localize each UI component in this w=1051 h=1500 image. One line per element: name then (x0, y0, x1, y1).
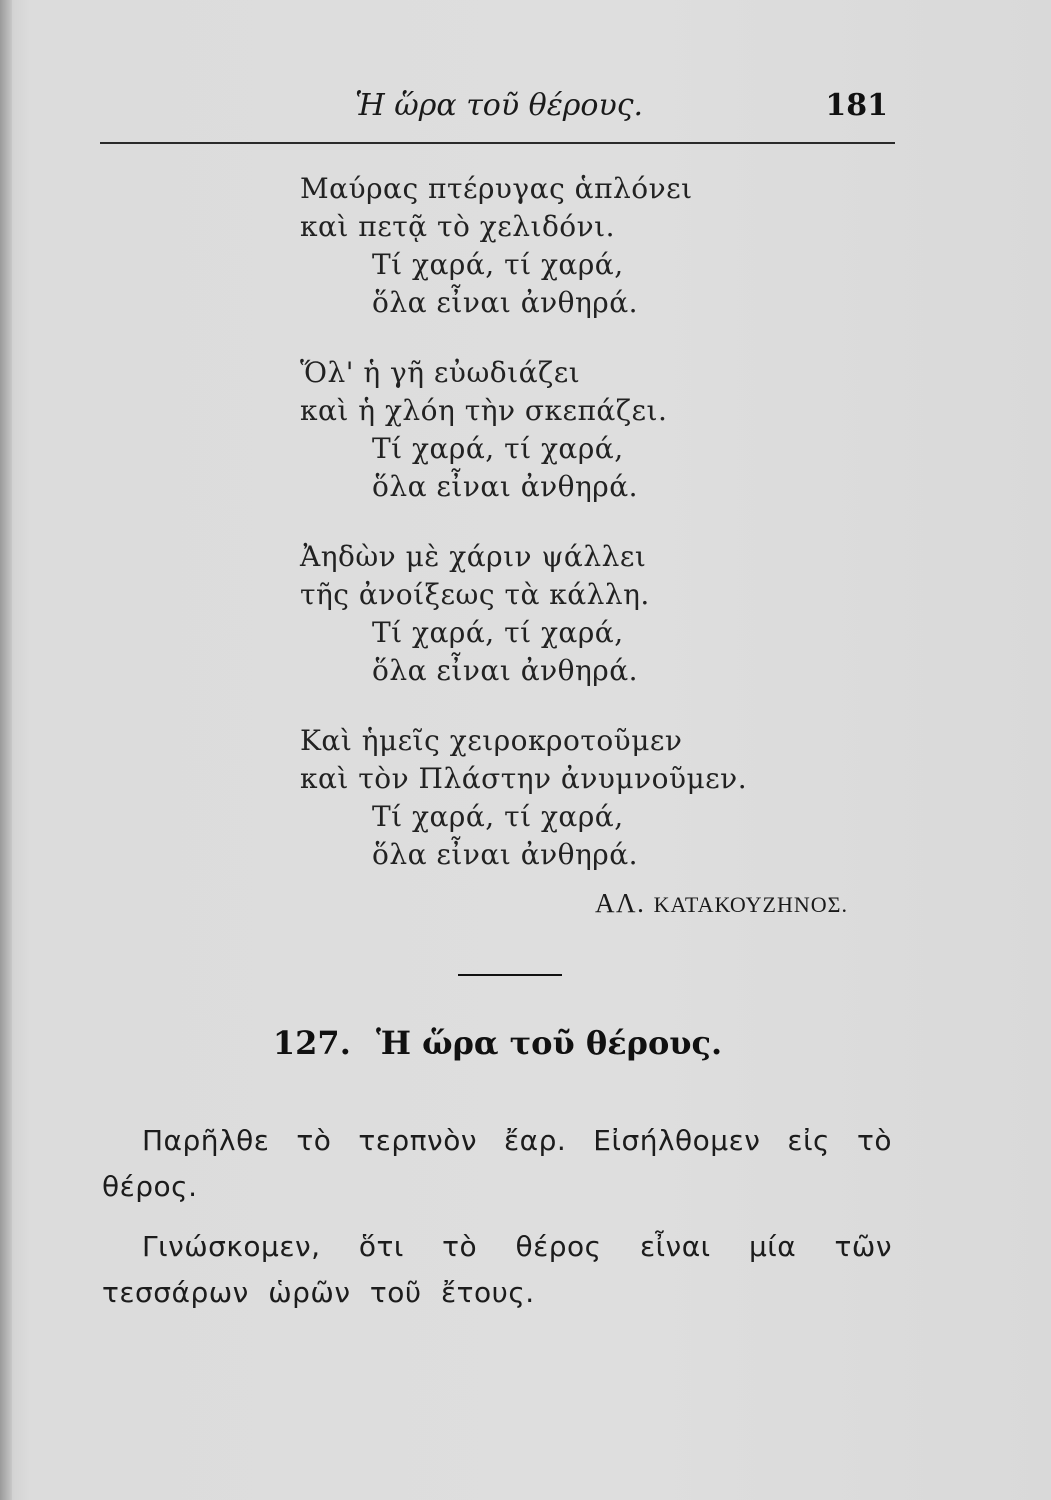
poem-line: Ὅλ' ἡ γῆ εὐωδιάζει (300, 356, 581, 389)
refrain-line: ὅλα εἶναι ἀνθηρά. (372, 654, 639, 687)
stanza-2 (300, 354, 920, 506)
refrain-line: Τί χαρά, τί χαρά, (372, 616, 624, 649)
poem-line: καὶ ἡ χλόη τὴν σκεπάζει. (300, 394, 668, 427)
poem-author (595, 888, 848, 919)
author-name: ΚΑΤΑΚΟΥΖΗΝΟΣ. (653, 892, 848, 917)
refrain-line: Τί χαρά, τί χαρά, (372, 248, 624, 281)
refrain-line: Τί χαρά, τί χαρά, (372, 800, 624, 833)
binding-edge (0, 0, 12, 1500)
refrain-line: ὅλα εἶναι ἀνθηρά. (372, 470, 639, 503)
section-divider (458, 974, 562, 976)
section-heading (100, 1024, 895, 1062)
refrain-line: ὅλα εἶναι ἀνθηρά. (372, 838, 639, 871)
stanza-1 (300, 170, 920, 322)
poem-line: καὶ πετᾷ τὸ χελιδόνι. (300, 210, 616, 243)
poem (300, 170, 920, 906)
paragraph: Γινώσκομεν, ὅτι τὸ θέρος εἶναι μία τῶν τεσσάρων ὡρῶν τοῦ ἔτους. (102, 1230, 892, 1309)
paragraph: Παρῆλθε τὸ τερπνὸν ἔαρ. Εἰσήλθομεν εἰς τὸ θέρος. (102, 1124, 892, 1203)
running-title: Ἡ ὥρα τοῦ θέρους. (355, 88, 644, 123)
section-number: 127. (272, 1024, 351, 1062)
refrain-line: ὅλα εἶναι ἀνθηρά. (372, 286, 639, 319)
section-title: Ἡ ὥρα τοῦ θέρους. (375, 1024, 723, 1062)
header-rule (100, 142, 895, 144)
prose-body (102, 1118, 892, 1330)
poem-line: Μαύρας πτέρυγας ἁπλόνει (300, 172, 693, 205)
stanza-4 (300, 722, 920, 874)
page-number: 181 (825, 88, 888, 123)
refrain-line: Τί χαρά, τί χαρά, (372, 432, 624, 465)
poem-line: Ἀηδὼν μὲ χάριν ψάλλει (300, 540, 647, 573)
stanza-3 (300, 538, 920, 690)
poem-line: Καὶ ἡμεῖς χειροκροτοῦμεν (300, 724, 683, 757)
page-header (100, 80, 900, 140)
poem-line: τῆς ἀνοίξεως τὰ κάλλη. (300, 578, 650, 611)
author-prefix: ΑΛ. (595, 888, 646, 918)
poem-line: καὶ τὸν Πλάστην ἀνυμνοῦμεν. (300, 762, 748, 795)
